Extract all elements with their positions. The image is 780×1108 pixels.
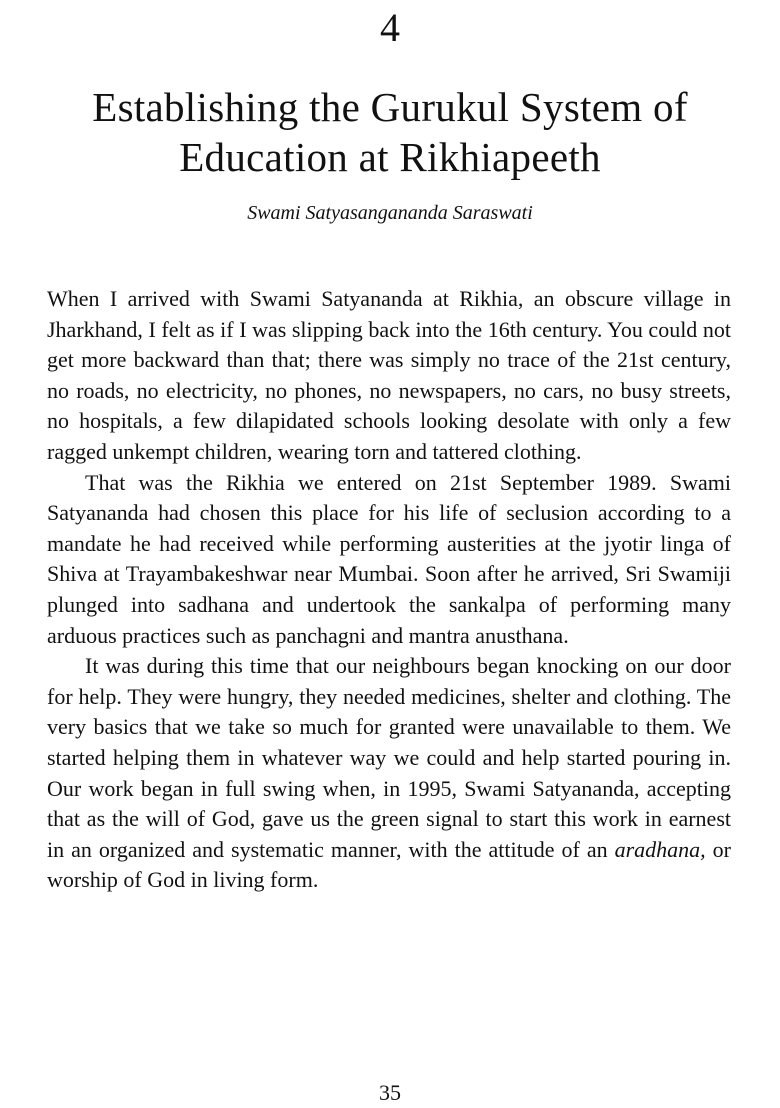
paragraph-3-text: It was during this time that our neighbours began knocking on our door for help. They were hungry, they needed medicines, shelter and clothing. The very basics that we take so much for granted were unavailable to them. We started helping them in whatever way we could and help started pouring in. Our work began in full swing when, in 1995, Swami Satyananda, accepting that as the will of God, gave us the green signal to start this work in earnest in an organized and systematic manner, with the attitude of an — [47, 653, 731, 862]
page-number: 35 — [379, 1080, 401, 1105]
paragraph-2: That was the Rikhia we entered on 21st September 1989. Swami Satyananda had chosen this place for his life of seclusion according to a mandate he had received while performing austerities at the jyotir linga of Shiva at Trayambakeshwar near Mumbai. Soon after he arrived, Sri Swamiji plunged into sadhana and undertook the sankalpa of performing many arduous practices such as panchagni and mantra anusthana. — [47, 469, 731, 648]
paragraph-3-text-end: or worship of God in living form. — [47, 836, 731, 893]
paragraph-3 — [47, 651, 731, 896]
paragraph-3-emphasis: aradhana, — [614, 836, 706, 862]
body-text — [47, 284, 731, 896]
chapter-title: Establishing the Gurukul System of Education at Rikhiapeeth — [92, 84, 688, 180]
paragraph-1: When I arrived with Swami Satyananda at Rikhia, an obscure village in Jharkhand, I felt as if I was slipping back into the 16th century. You could not get more backward than that; there was simply no trace of the 21st century, no roads, no electricity, no phones, no newspapers, no cars, no busy streets, no hospitals, a few dilapidated schools looking desolate with only a few ragged unkempt children, wearing torn and tattered clothing. — [47, 286, 731, 464]
chapter-author: Swami Satyasangananda Saraswati — [247, 202, 533, 224]
chapter-number: 4 — [380, 5, 400, 50]
